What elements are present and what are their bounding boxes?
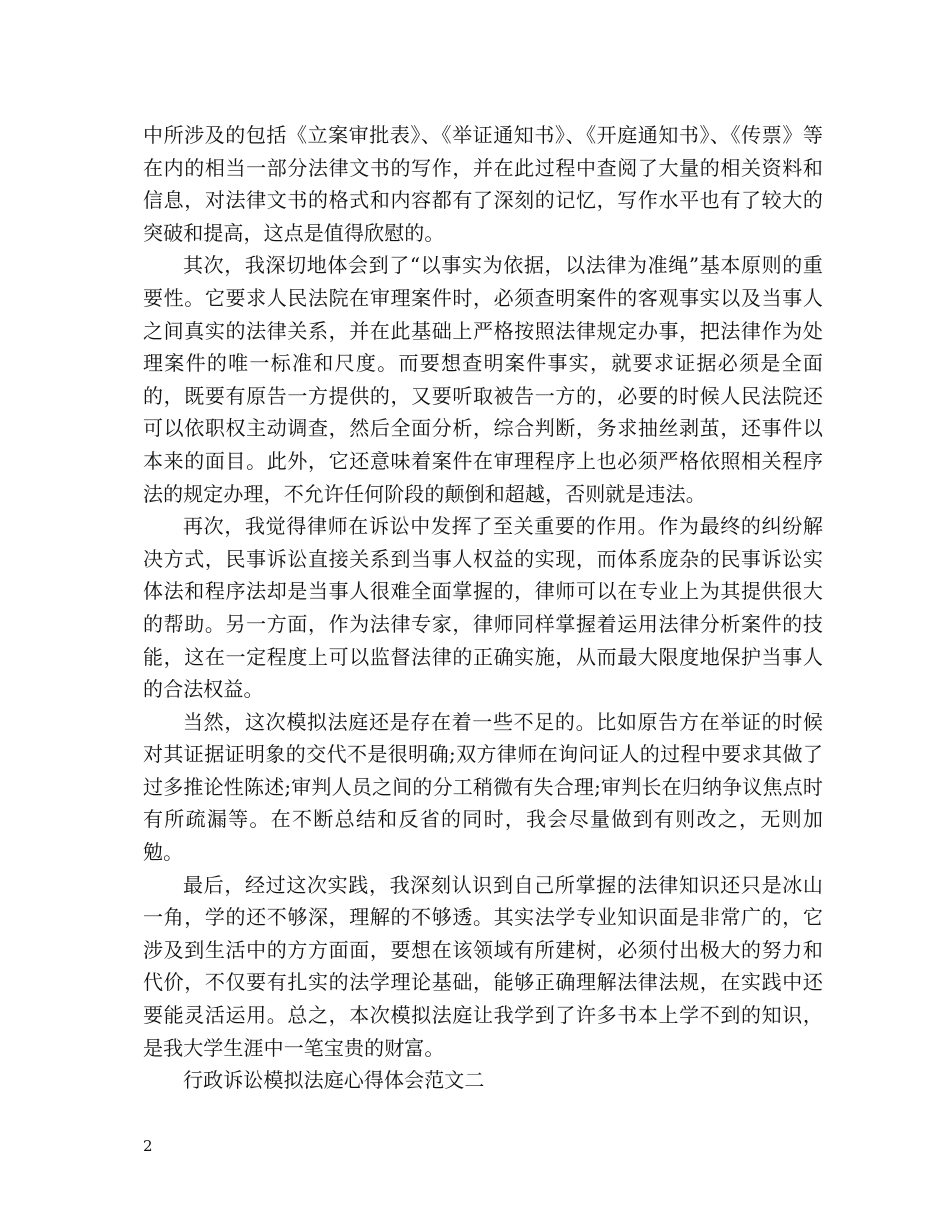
paragraph-continuation: 中所涉及的包括《立案审批表》、《举证通知书》、《开庭通知书》、《传票》等在内的相当一部分法律文书的写作，并在此过程中查阅了大量的相关资料和信息，对法律文书的格式和内容都有了深刻的记忆，写作水平也有了较大的突破和提高，这点是值得欣慰的。 (143, 123, 823, 245)
paragraph-shortcomings: 当然，这次模拟法庭还是存在着一些不足的。比如原告方在举证的时候对其证据证明象的交代不是很明确;双方律师在询问证人的过程中要求其做了过多推论性陈述;审判人员之间的分工稍微有失合理;审判长在归纳争议焦点时有所疏漏等。在不断总结和反省的同时，我会尽量做到有则改之，无则加勉。 (143, 709, 823, 865)
section-heading: 行政诉讼模拟法庭心得体会范文二 (183, 1068, 485, 1093)
paragraph-fact-and-law: 其次，我深切地体会到了“以事实为依据，以法律为准绳”基本原则的重要性。它要求人民法院在审理案件时，必须查明案件的客观事实以及当事人之间真实的法律关系，并在此基础上严格按照法律规定办事，把法律作为处理案件的唯一标准和尺度。而要想查明案件事实，就要求证据必须是全面的，既要有原告一方提供的，又要听取被告一方的，必要的时候人民法院还可以依职权主动调查，然后全面分析，综合判断，务求抽丝剥茧，还事件以本来的面目。此外，它还意味着案件在审理程序上也必须严格依照相关程序法的规定办理，不允许任何阶段的颠倒和超越，否则就是违法。 (143, 253, 823, 506)
paragraph-conclusion: 最后，经过这次实践，我深刻认识到自己所掌握的法律知识还只是冰山一角，学的还不够深，理解的不够透。其实法学专业知识面是非常广的，它涉及到生活中的方方面面，要想在该领域有所建树，必须付出极大的努力和代价，不仅要有扎实的法学理论基础，能够正确理解法律法规，在实践中还要能灵活运用。总之，本次模拟法庭让我学到了许多书本上学不到的知识，是我大学生涯中一笔宝贵的财富。 (143, 872, 823, 1060)
paragraph-lawyer-role: 再次，我觉得律师在诉讼中发挥了至关重要的作用。作为最终的纠纷解决方式，民事诉讼直接关系到当事人权益的实现，而体系庞杂的民事诉讼实体法和程序法却是当事人很难全面掌握的，律师可以在专业上为其提供很大的帮助。另一方面，作为法律专家，律师同样掌握着运用法律分析案件的技能，这在一定程度上可以监督法律的正确实施，从而最大限度地保护当事人的合法权益。 (143, 514, 823, 702)
document-body (143, 119, 823, 1097)
page-number: 2 (143, 1137, 153, 1155)
